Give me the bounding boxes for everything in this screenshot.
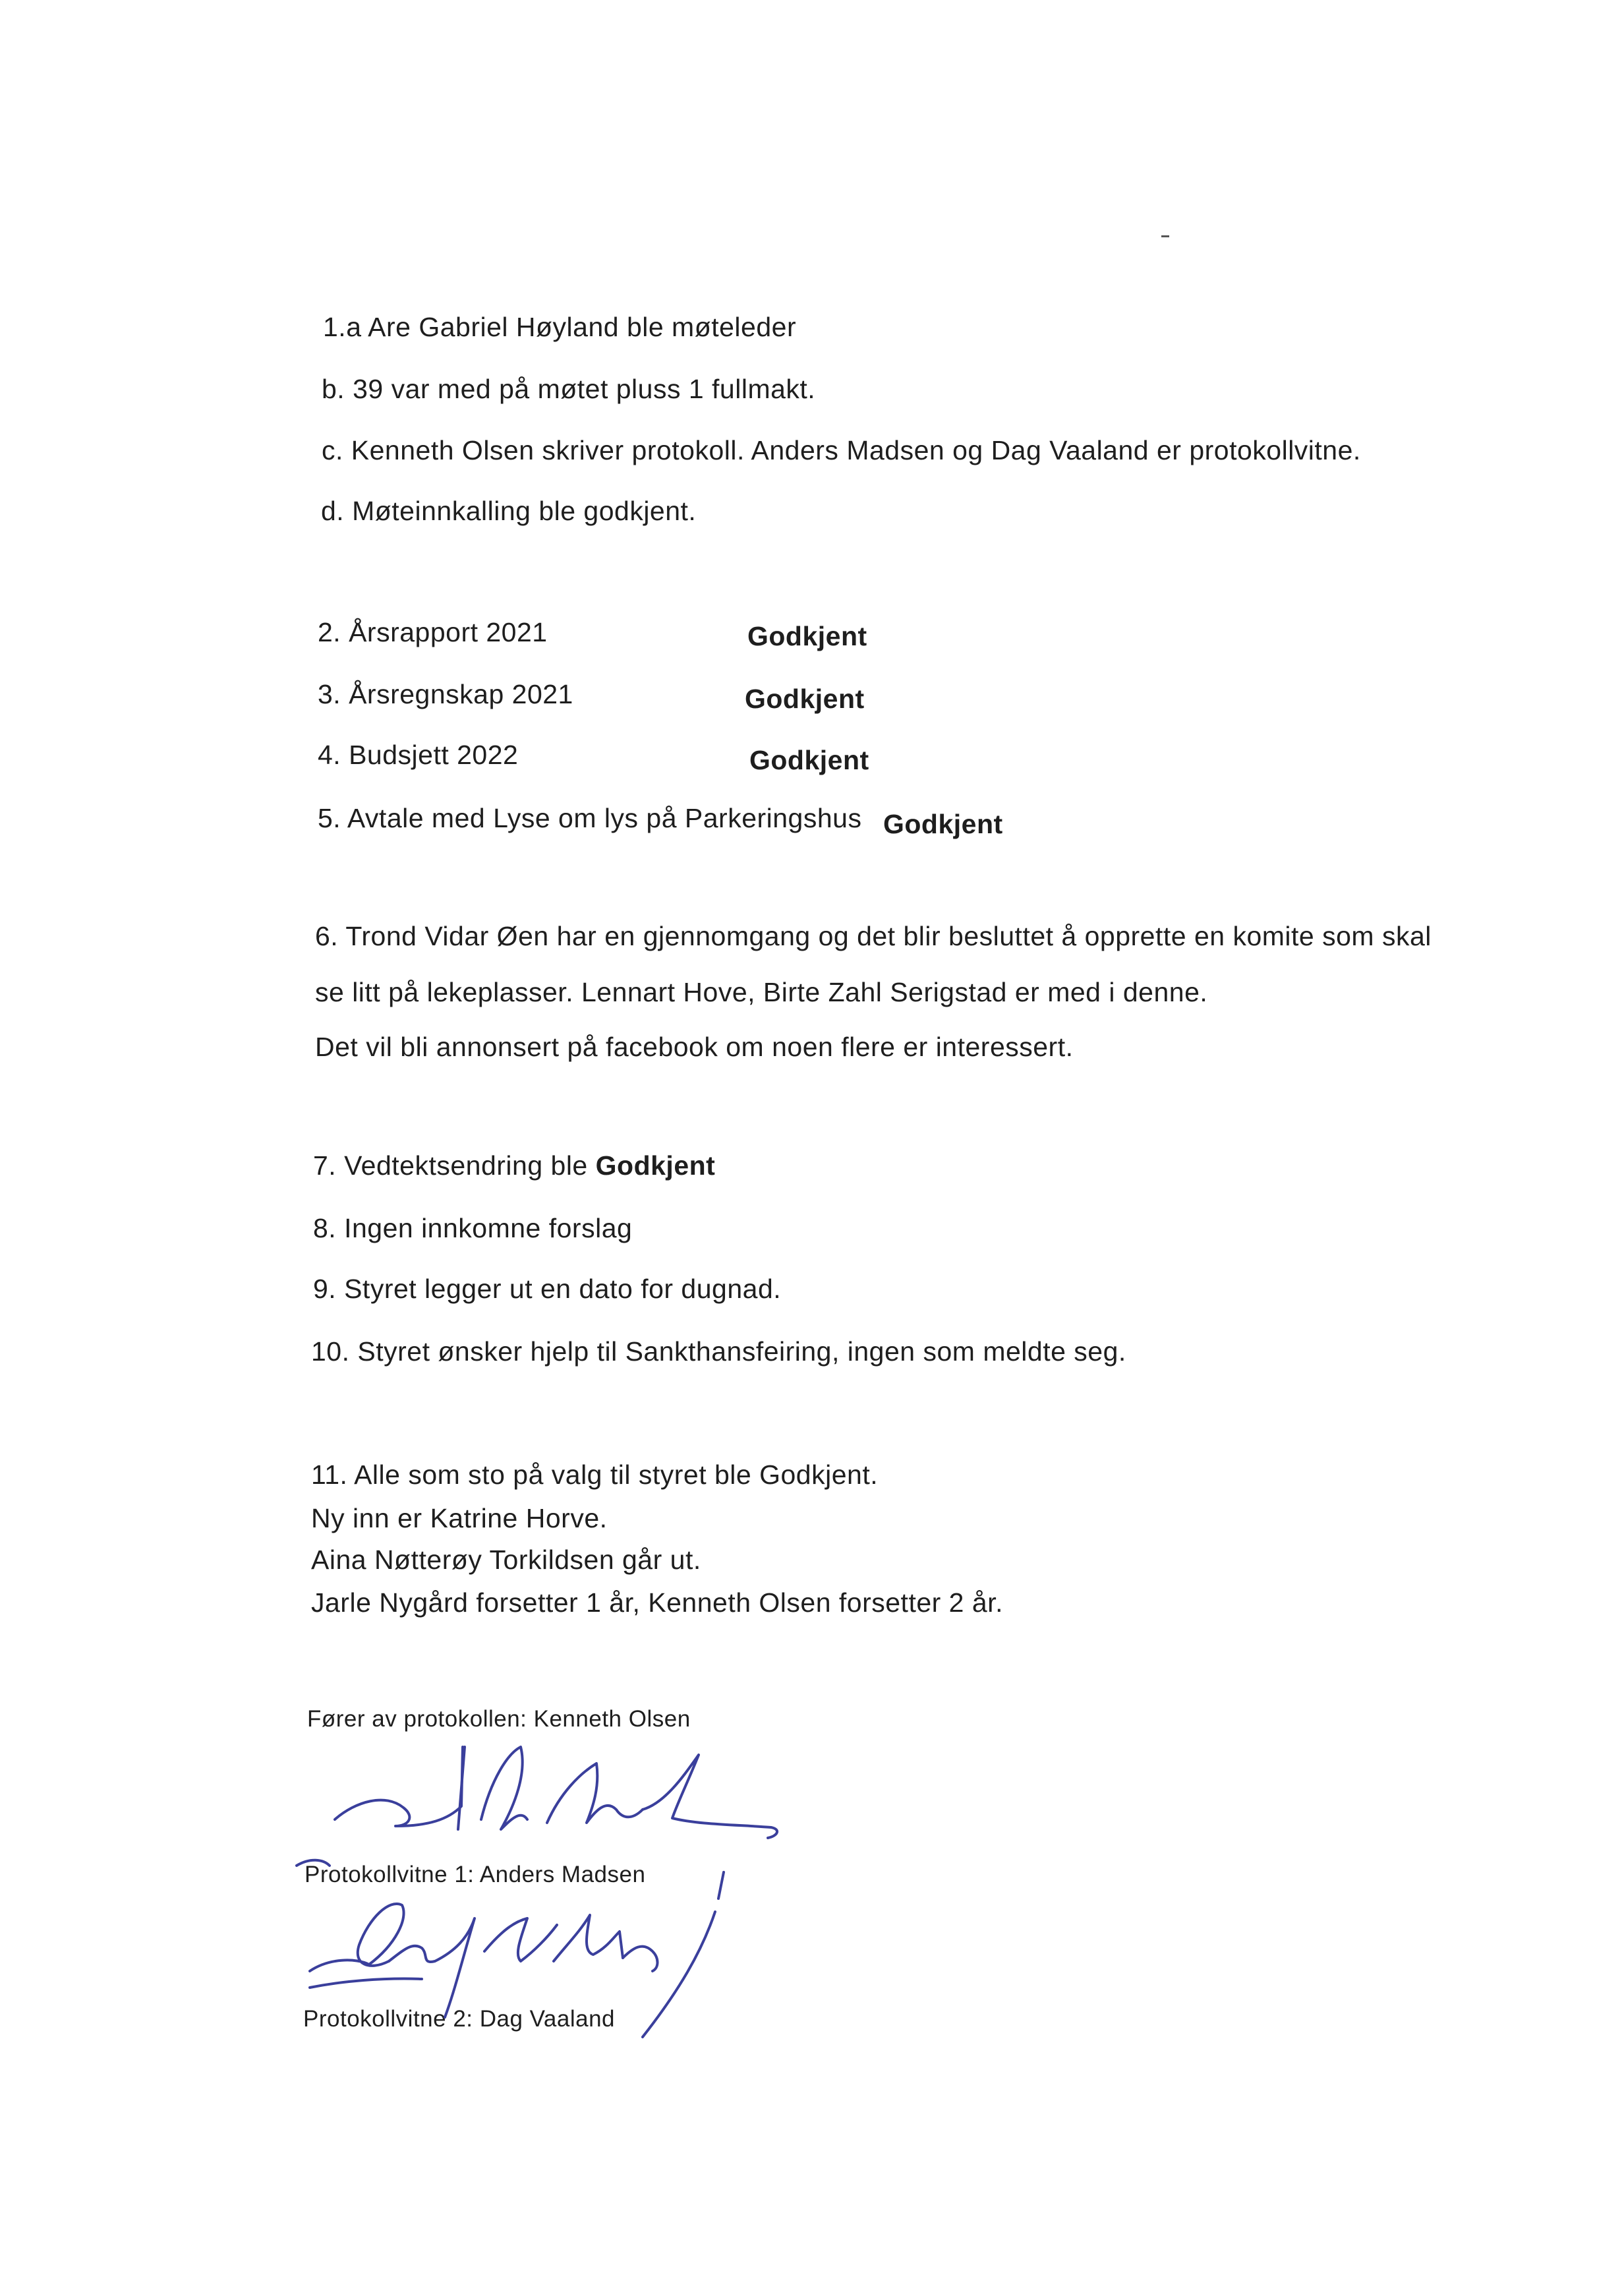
item-9: 9. Styret legger ut en dato for dugnad. bbox=[313, 1274, 782, 1304]
signature-2-stroke-h bbox=[310, 1979, 422, 1988]
witness-1-line: Protokollvitne 1: Anders Madsen bbox=[304, 1862, 646, 1887]
item-6-line-1: 6. Trond Vidar Øen har en gjennomgang og det blir besluttet å opprette en komite som skal bbox=[315, 921, 1432, 951]
signature-1-stroke-e bbox=[643, 1755, 777, 1838]
signature-2-stroke-c bbox=[484, 1918, 557, 1961]
item-11-line-4: Jarle Nygård forsetter 1 år, Kenneth Olsen forsetter 2 år. bbox=[311, 1587, 1003, 1618]
signature-2-stroke-b bbox=[389, 1918, 475, 2017]
item-8: 8. Ingen innkomne forslag bbox=[313, 1213, 633, 1243]
item-1a: 1.a Are Gabriel Høyland ble møteleder bbox=[323, 312, 797, 342]
signature-1-stroke-d bbox=[547, 1763, 643, 1823]
item-7-text: 7. Vedtektsendring ble bbox=[313, 1150, 596, 1181]
witness-2-line: Protokollvitne 2: Dag Vaaland bbox=[303, 2006, 616, 2032]
item-11-line-2: Ny inn er Katrine Horve. bbox=[311, 1503, 608, 1533]
signature-2-stroke-f bbox=[643, 1912, 715, 2037]
signature-2-stroke-e bbox=[623, 1947, 658, 1971]
item-3-label: 3. Årsregnskap 2021 bbox=[318, 679, 573, 709]
item-11-line-3: Aina Nøtterøy Torkildsen går ut. bbox=[311, 1545, 701, 1575]
item-2-label: 2. Årsrapport 2021 bbox=[318, 617, 548, 647]
signature-1-stroke-c bbox=[481, 1747, 527, 1829]
signature-1-stroke-a bbox=[335, 1747, 463, 1826]
item-5-label: 5. Avtale med Lyse om lys på Parkeringshus bbox=[318, 803, 862, 833]
item-6-line-2: se litt på lekeplasser. Lennart Hove, Birte Zahl Serigstad er med i denne. bbox=[315, 977, 1208, 1007]
item-7-status: Godkjent bbox=[595, 1150, 716, 1181]
signature-1-stroke-f bbox=[297, 1860, 330, 1866]
recorder-line: Fører av protokollen: Kenneth Olsen bbox=[307, 1706, 691, 1732]
item-1c: c. Kenneth Olsen skriver protokoll. Anders Madsen og Dag Vaaland er protokollvitne. bbox=[322, 435, 1361, 465]
item-4-status: Godkjent bbox=[749, 745, 869, 775]
item-1b: b. 39 var med på møtet pluss 1 fullmakt. bbox=[322, 374, 816, 404]
item-4-label: 4. Budsjett 2022 bbox=[318, 740, 519, 770]
signature-2-stroke-d bbox=[554, 1915, 623, 1961]
item-11-line-1: 11. Alle som sto på valg til styret ble Godkjent. bbox=[311, 1460, 879, 1490]
item-1d: d. Møteinnkalling ble godkjent. bbox=[321, 496, 697, 526]
signature-2-stroke-g bbox=[718, 1872, 724, 1899]
item-3-status: Godkjent bbox=[745, 684, 865, 714]
item-2-status: Godkjent bbox=[747, 621, 867, 651]
item-6-line-3: Det vil bli annonsert på facebook om noen flere er interessert. bbox=[315, 1032, 1074, 1062]
item-10: 10. Styret ønsker hjelp til Sankthansfeiring, ingen som meldte seg. bbox=[311, 1336, 1126, 1367]
item-5-status: Godkjent bbox=[883, 809, 1003, 839]
